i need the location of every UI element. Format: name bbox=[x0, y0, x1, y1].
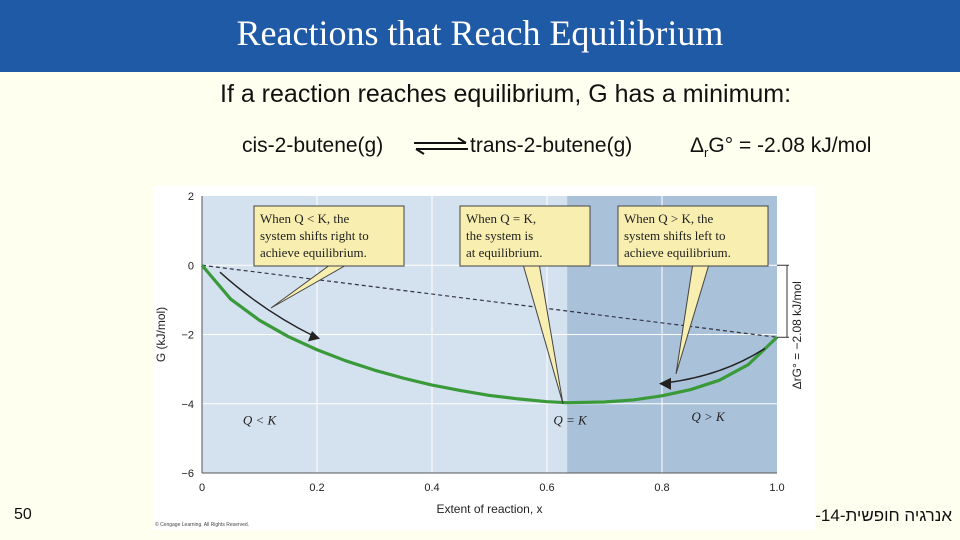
reactant-label: cis-2-butene(g) bbox=[242, 134, 384, 157]
equilibrium-arrows-icon bbox=[412, 137, 470, 155]
y-tick-label: −2 bbox=[181, 329, 194, 342]
callout-text: When Q > K, the bbox=[624, 211, 714, 226]
callout-text: system shifts left to bbox=[624, 228, 726, 243]
y-tick-label: −6 bbox=[181, 468, 194, 480]
gibbs-chart bbox=[153, 186, 815, 530]
callout-text: the system is bbox=[466, 228, 534, 243]
x-tick-label: 1.0 bbox=[769, 482, 785, 494]
callout-text: system shifts right to bbox=[260, 228, 369, 243]
delta-g-side-label: ΔrG° = −2.08 kJ/mol bbox=[790, 281, 804, 390]
copyright-text: © Cengage Learning. All Rights Reserved. bbox=[155, 522, 250, 528]
chart-svg bbox=[153, 186, 815, 530]
product-label: trans-2-butene(g) bbox=[470, 134, 633, 157]
callout-text: achieve equilibrium. bbox=[624, 245, 731, 260]
callout-text: achieve equilibrium. bbox=[260, 245, 367, 260]
slide-subtitle: If a reaction reaches equilibrium, G has a minimum: bbox=[220, 80, 792, 108]
callout-text: When Q = K, bbox=[466, 211, 537, 226]
x-tick-label: 0.2 bbox=[309, 482, 325, 494]
y-axis-title: G (kJ/mol) bbox=[154, 306, 168, 363]
slide-title: Reactions that Reach Equilibrium bbox=[236, 13, 724, 53]
callout-text: at equilibrium. bbox=[466, 245, 543, 260]
x-axis-title: Extent of reaction, x bbox=[436, 502, 543, 516]
x-tick-label: 0 bbox=[198, 482, 206, 494]
slide-number: 50 bbox=[14, 506, 32, 523]
footer-text: אנרגיה חופשית-14- bbox=[815, 506, 952, 525]
x-tick-label: 0.6 bbox=[539, 482, 555, 494]
region-label: Q < K bbox=[242, 412, 277, 428]
delta-g-label: $\Delta_rG^\circ = -2.08$ kJ/mol bbox=[690, 134, 872, 161]
y-tick-label: 0 bbox=[187, 260, 194, 273]
region-label: Q = K bbox=[553, 412, 587, 428]
y-tick-label: 2 bbox=[187, 191, 194, 203]
title-bar bbox=[0, 0, 960, 72]
callout-text: When Q < K, the bbox=[260, 211, 350, 226]
region-label: Q > K bbox=[691, 409, 725, 425]
y-tick-label: −4 bbox=[181, 398, 194, 411]
x-tick-label: 0.8 bbox=[654, 482, 670, 494]
x-tick-label: 0.4 bbox=[424, 482, 440, 494]
